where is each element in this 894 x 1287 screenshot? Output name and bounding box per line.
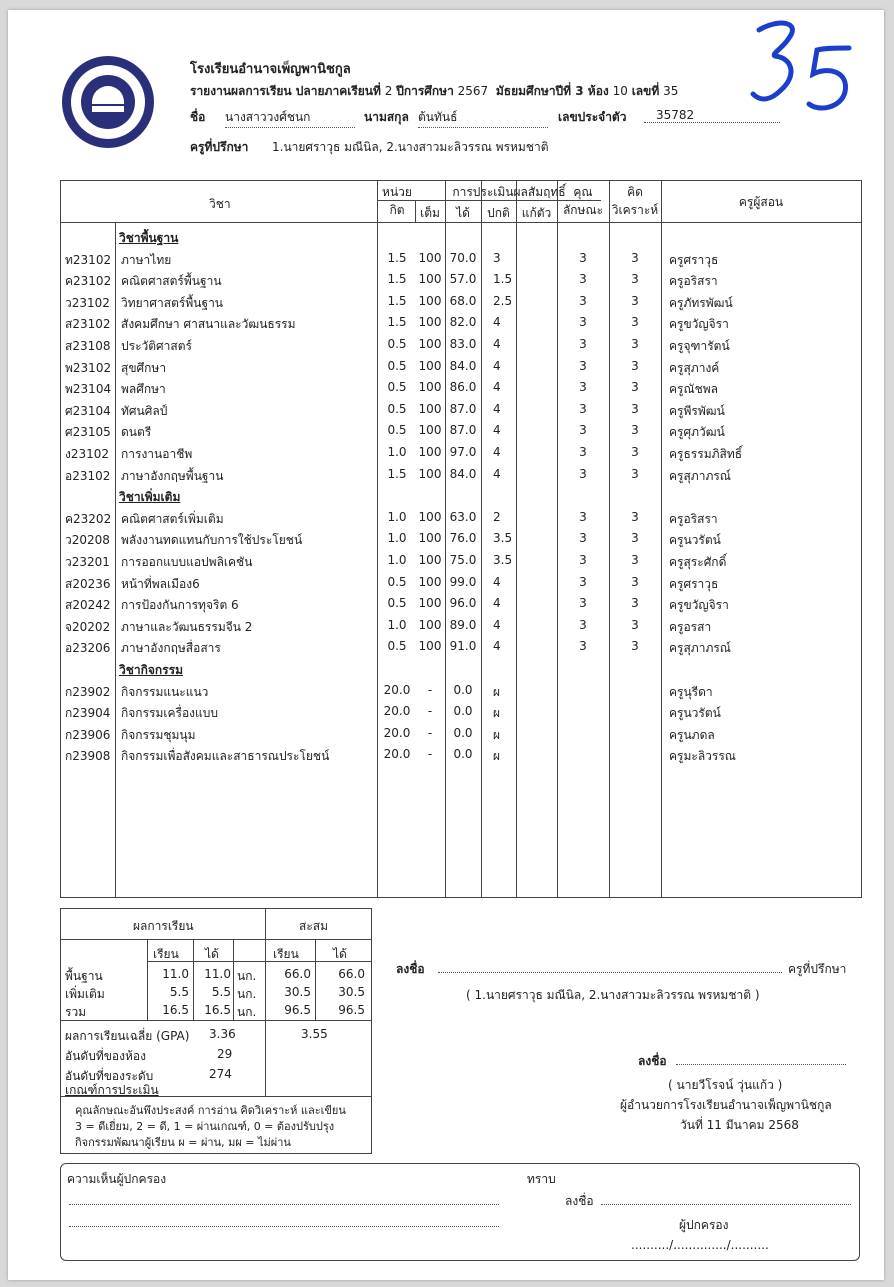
table-row xyxy=(61,572,861,594)
header-char: คุณ ลักษณะ xyxy=(562,185,604,217)
cell-teacher: ครูสุระศักดิ์ xyxy=(669,555,727,569)
cell-full: 100 xyxy=(418,358,442,373)
cell-grade: ผ xyxy=(493,684,501,699)
summary-cell-study: 5.5 xyxy=(169,985,189,999)
cell-full: 100 xyxy=(418,596,442,611)
cell-credit: 1.0 xyxy=(387,445,407,459)
summary-cell-got: 5.5 xyxy=(211,985,231,999)
cell-think: 3 xyxy=(631,293,639,308)
cell-teacher: ครูสุภางค์ xyxy=(669,360,720,375)
cell-got: 0.0 xyxy=(453,682,473,697)
cell-grade: 2 xyxy=(493,509,501,524)
advisor-label: ครูที่ปรึกษา xyxy=(190,140,249,154)
cell-name: การป้องกันการทุจริต 6 xyxy=(121,598,239,613)
cell-credit: 20.0 xyxy=(383,682,411,697)
cell-credit: 20.0 xyxy=(383,704,411,719)
director-role: ผู้อำนวยการโรงเรียนอำนาจเพ็ญพานิชกูล xyxy=(620,1098,832,1112)
cell-credit: 1.5 xyxy=(387,466,407,481)
cell-credit: 1.0 xyxy=(387,509,407,524)
cell-name: กิจกรรมเครื่องแบบ xyxy=(121,706,218,721)
table-row xyxy=(61,507,861,529)
advisor-role: ครูที่ปรึกษา xyxy=(788,962,847,976)
table-row xyxy=(61,615,861,637)
table-row xyxy=(61,442,861,464)
cell-think: 3 xyxy=(631,337,639,351)
cell-name: ประวัติศาสตร์ xyxy=(121,339,192,353)
advisor-names: 1.นายศราวุธ มณีนิล, 2.นางสาวมะลิวรรณ พรหมชาติ xyxy=(272,140,549,154)
cell-got: 87.0 xyxy=(449,401,477,416)
cell-think: 3 xyxy=(631,401,639,416)
cell-full: 100 xyxy=(418,466,442,481)
cell-code: ส23108 xyxy=(65,339,111,353)
cell-grade: 4 xyxy=(493,639,501,654)
director-name: ( นายวีโรจน์ วุ่นแก้ว ) xyxy=(668,1078,783,1092)
cell-teacher: ครูนวรัตน์ xyxy=(669,533,721,548)
header-normal: ปกติ xyxy=(487,206,510,220)
id-label: เลขประจำตัว xyxy=(558,110,627,124)
cell-credit: 0.5 xyxy=(387,423,407,438)
cell-think: 3 xyxy=(631,272,639,287)
summary-cell-cum_got: 66.0 xyxy=(338,967,365,981)
cell-got: 91.0 xyxy=(449,639,477,654)
summary-cell-label: เพิ่มเติม xyxy=(65,987,105,1001)
cell-teacher: ครูสุภาภรณ์ xyxy=(669,468,731,483)
cell-full: 100 xyxy=(418,337,442,351)
cell-name: คณิตศาสตร์เพิ่มเติม xyxy=(121,511,224,526)
summary-cell-study: 11.0 xyxy=(162,967,189,981)
cell-teacher: ครูศราวุธ xyxy=(669,576,719,591)
student-name: นางสาววงศ์ชนก xyxy=(225,108,355,128)
room-rank-value: 29 xyxy=(217,1047,233,1061)
advisor-sign-line xyxy=(438,972,782,973)
cell-got: 96.0 xyxy=(449,596,477,611)
advisor-sign-names: ( 1.นายศราวุธ มณีนิล, 2.นางสาวมะลิวรรณ พรหมชาติ ) xyxy=(466,988,760,1002)
cell-char: 3 xyxy=(579,401,587,416)
criteria-line-2: 3 = ดีเยี่ยม, 2 = ดี, 1 = ผ่านเกณฑ์, 0 = ต้องปรับปรุง xyxy=(75,1120,335,1133)
cell-name: ทัศนศิลป์ xyxy=(121,403,168,418)
cell-char: 3 xyxy=(579,250,587,265)
cell-name: ภาษาและวัฒนธรรมจีน 2 xyxy=(121,619,253,634)
cell-got: 0.0 xyxy=(453,704,473,719)
cell-got: 99.0 xyxy=(449,574,477,589)
cell-got: 84.0 xyxy=(449,358,477,373)
cell-code: ก23906 xyxy=(65,727,111,742)
surname-label: นามสกุล xyxy=(364,110,409,124)
criteria-title: เกณฑ์การประเมิน xyxy=(65,1083,159,1097)
sign-date: วันที่ 11 มีนาคม 2568 xyxy=(680,1118,799,1132)
cell-think: 3 xyxy=(631,445,639,459)
cell-grade: 4 xyxy=(493,358,501,373)
cell-name: คณิตศาสตร์พื้นฐาน xyxy=(121,274,222,289)
cell-char: 3 xyxy=(579,337,587,351)
cell-name: พลังงานทดแทนกับการใช้ประโยชน์ xyxy=(121,533,303,548)
gpa-label: ผลการเรียนเฉลี่ย (GPA) xyxy=(65,1029,190,1043)
cell-code: ว23102 xyxy=(65,295,110,310)
summary-cell-cum_got: 96.5 xyxy=(338,1003,365,1017)
student-id: 35782 xyxy=(644,108,780,123)
cell-got: 70.0 xyxy=(449,250,477,265)
table-row xyxy=(61,550,861,572)
cum-study-label: เรียน xyxy=(273,947,299,961)
cell-grade: ผ xyxy=(493,749,501,764)
table-row xyxy=(61,464,861,486)
cell-credit: 0.5 xyxy=(387,380,407,395)
cell-name: สุขศึกษา xyxy=(121,360,167,375)
cell-got: 0.0 xyxy=(453,747,473,762)
cell-name: การงานอาชีพ xyxy=(121,447,193,461)
comment-line-2[interactable] xyxy=(69,1226,499,1227)
cell-full: 100 xyxy=(418,423,442,438)
cell-teacher: ครูธรรมภิสิทธิ์ xyxy=(669,447,743,461)
cell-full: 100 xyxy=(418,531,442,546)
cell-full: 100 xyxy=(418,509,442,524)
cell-name: กิจกรรมชุมนุม xyxy=(121,727,196,742)
cell-got: 76.0 xyxy=(449,531,477,546)
table-row xyxy=(61,269,861,291)
cell-char: 3 xyxy=(579,445,587,459)
cell-code: ก23902 xyxy=(65,684,111,699)
header-credit: หน่วย กิต xyxy=(382,185,412,217)
cell-teacher: ครูนุรีดา xyxy=(669,684,713,699)
cell-name: การออกแบบแอปพลิเคชัน xyxy=(121,555,253,569)
cell-teacher: ครูศราวุธ xyxy=(669,252,719,267)
table-row xyxy=(61,636,861,658)
cell-teacher: ครูอรสา xyxy=(669,619,712,634)
student-surname: ต้นทันธ์ xyxy=(418,108,548,128)
cell-name: วิทยาศาสตร์พื้นฐาน xyxy=(121,295,224,310)
section-heading xyxy=(61,226,861,248)
cell-full: - xyxy=(427,747,433,762)
cell-char: 3 xyxy=(579,509,587,524)
cell-teacher: ครูนวรัตน์ xyxy=(669,706,721,721)
cell-code: ว23201 xyxy=(65,555,110,569)
cell-credit: 1.0 xyxy=(387,553,407,567)
cell-got: 0.0 xyxy=(453,725,473,740)
cell-teacher: ครูจุฑารัตน์ xyxy=(669,339,730,353)
cell-full: 100 xyxy=(418,445,442,459)
cell-code: ส20236 xyxy=(65,576,111,591)
cell-name: ดนตรี xyxy=(121,425,152,440)
cell-code: ง23102 xyxy=(65,447,110,461)
cell-teacher: ครูนภดล xyxy=(669,727,715,742)
cell-char: 3 xyxy=(579,315,587,330)
cell-think: 3 xyxy=(631,315,639,330)
cell-got: 75.0 xyxy=(449,553,477,567)
cell-full: 100 xyxy=(418,315,442,330)
section-heading xyxy=(61,485,861,507)
cell-teacher: ครูมะลิวรรณ xyxy=(669,749,736,764)
summary-cell-cum_got: 30.5 xyxy=(338,985,365,999)
cell-teacher: ครูภัทรพัฒน์ xyxy=(669,295,733,310)
parent-role: ผู้ปกครอง xyxy=(679,1218,729,1232)
summary-cell-label: รวม xyxy=(65,1005,87,1019)
summary-cell-unit: นก. xyxy=(237,987,257,1001)
cell-think: 3 xyxy=(631,380,639,395)
report-line: รายงานผลการเรียน ปลายภาคเรียนที่ 2 ปีการศึกษา 2567 มัธยมศึกษาปีที่ 3 ห้อง 10 เลขที่ 35 xyxy=(190,84,679,98)
cell-think: 3 xyxy=(631,358,639,373)
cell-char: 3 xyxy=(579,466,587,481)
summary-cell-got: 16.5 xyxy=(204,1003,231,1017)
cell-grade: 4 xyxy=(493,423,501,438)
cell-char: 3 xyxy=(579,380,587,395)
header-full: เต็ม xyxy=(420,206,440,220)
table-row xyxy=(61,528,861,550)
cum-got-label: ได้ xyxy=(333,947,347,961)
parent-sign-label: ลงชื่อ xyxy=(565,1194,594,1208)
table-row xyxy=(61,334,861,356)
cell-code: อ23206 xyxy=(65,641,111,656)
table-row xyxy=(61,291,861,313)
cell-code: พ23104 xyxy=(65,382,112,397)
advisor-sign-label: ลงชื่อ xyxy=(396,962,425,976)
cell-grade: ผ xyxy=(493,727,501,742)
cell-think: 3 xyxy=(631,596,639,611)
cell-full: 100 xyxy=(418,272,442,287)
cell-got: 82.0 xyxy=(449,315,477,330)
cell-code: ค23102 xyxy=(65,274,112,289)
cell-got: 68.0 xyxy=(449,293,477,308)
cell-grade: 3.5 xyxy=(493,553,513,567)
table-row xyxy=(61,680,861,702)
cell-code: ศ23104 xyxy=(65,403,111,418)
cell-full: - xyxy=(427,725,433,740)
cell-grade: 4 xyxy=(493,315,501,330)
cell-code: ท23102 xyxy=(65,252,112,267)
cell-full: 100 xyxy=(418,617,442,632)
cell-credit: 0.5 xyxy=(387,358,407,373)
cell-teacher: ครูพีรพัฒน์ xyxy=(669,403,725,418)
cell-credit: 0.5 xyxy=(387,639,407,654)
cell-code: ค23202 xyxy=(65,511,112,526)
cell-got: 86.0 xyxy=(449,380,477,395)
cell-name: ภาษาไทย xyxy=(121,252,172,267)
cell-full: 100 xyxy=(418,380,442,395)
level-rank-value: 274 xyxy=(209,1067,232,1081)
cell-credit: 1.0 xyxy=(387,531,407,546)
cell-think: 3 xyxy=(631,466,639,481)
cell-char: 3 xyxy=(579,293,587,308)
cell-got: 83.0 xyxy=(449,337,477,351)
cell-char: 3 xyxy=(579,423,587,438)
grades-table xyxy=(60,180,862,898)
cell-grade: 4 xyxy=(493,617,501,632)
header-fixed: แก้ตัว xyxy=(521,206,552,220)
cell-char: 3 xyxy=(579,553,587,567)
cell-grade: 4 xyxy=(493,574,501,589)
cell-teacher: ครูขวัญจิรา xyxy=(669,317,729,332)
cell-think: 3 xyxy=(631,574,639,589)
section-title: วิชาพื้นฐาน xyxy=(119,231,179,245)
cell-name: พลศึกษา xyxy=(121,382,166,397)
cell-code: จ20202 xyxy=(65,619,111,634)
cum-gpa-value: 3.55 xyxy=(301,1027,328,1041)
cell-credit: 0.5 xyxy=(387,401,407,416)
summary-cell-label: พื้นฐาน xyxy=(65,969,103,983)
cell-think: 3 xyxy=(631,617,639,632)
cell-think: 3 xyxy=(631,250,639,265)
section-heading xyxy=(61,658,861,680)
summary-cell-cum_study: 66.0 xyxy=(284,967,311,981)
summary-box xyxy=(60,908,372,1154)
cell-full: 100 xyxy=(418,574,442,589)
cell-name: ภาษาอังกฤษพื้นฐาน xyxy=(121,468,224,483)
summary-cell-cum_study: 30.5 xyxy=(284,985,311,999)
cell-grade: 2.5 xyxy=(493,293,513,308)
cell-char: 3 xyxy=(579,639,587,654)
table-row xyxy=(61,723,861,745)
cell-credit: 1.5 xyxy=(387,250,407,265)
table-row xyxy=(61,593,861,615)
table-row xyxy=(61,248,861,270)
cell-got: 87.0 xyxy=(449,423,477,438)
criteria-line-3: กิจกรรมพัฒนาผู้เรียน ผ = ผ่าน, มผ = ไม่ผ่าน xyxy=(75,1136,291,1149)
cell-got: 57.0 xyxy=(449,272,477,287)
cell-got: 97.0 xyxy=(449,445,477,459)
cell-teacher: ครูสุภาภรณ์ xyxy=(669,641,731,656)
cell-think: 3 xyxy=(631,509,639,524)
cell-full: - xyxy=(427,682,433,697)
cell-code: ส23102 xyxy=(65,317,111,332)
parent-comment-box xyxy=(60,1163,860,1261)
cell-char: 3 xyxy=(579,617,587,632)
header-eval: การประเมินผลสัมฤทธิ์ xyxy=(452,185,566,199)
cumulative-label: สะสม xyxy=(299,919,329,933)
gpa-value: 3.36 xyxy=(209,1027,236,1041)
cell-think: 3 xyxy=(631,639,639,654)
cell-grade: 3 xyxy=(493,250,501,265)
cell-full: 100 xyxy=(418,250,442,265)
cell-think: 3 xyxy=(631,531,639,546)
cell-name: สังคมศึกษา ศาสนาและวัฒนธรรม xyxy=(121,317,296,332)
cell-name: ภาษาอังกฤษสื่อสาร xyxy=(121,641,221,656)
criteria-line-1: คุณลักษณะอันพึงประสงค์ การอ่าน คิดวิเคราะห์ และเขียน xyxy=(75,1104,346,1117)
room-rank-label: อันดับที่ของห้อง xyxy=(65,1049,146,1063)
table-row xyxy=(61,701,861,723)
study-label: เรียน xyxy=(153,947,179,961)
cell-credit: 1.5 xyxy=(387,315,407,330)
cell-credit: 1.5 xyxy=(387,293,407,308)
cell-char: 3 xyxy=(579,574,587,589)
cell-grade: 3.5 xyxy=(493,531,513,546)
cell-code: ส20242 xyxy=(65,598,111,613)
header-got: ได้ xyxy=(456,206,470,220)
header-subject: วิชา xyxy=(209,197,231,211)
level-rank-label: อันดับที่ของระดับ xyxy=(65,1069,154,1083)
table-row xyxy=(61,312,861,334)
table-row xyxy=(61,377,861,399)
cell-credit: 0.5 xyxy=(387,337,407,351)
cell-code: ก23908 xyxy=(65,749,111,764)
comment-line-1[interactable] xyxy=(69,1204,499,1205)
results-label: ผลการเรียน xyxy=(133,919,194,933)
cell-credit: 1.5 xyxy=(387,272,407,287)
handwritten-number xyxy=(745,18,860,118)
cell-got: 84.0 xyxy=(449,466,477,481)
cell-name: กิจกรรมเพื่อสังคมและสาธารณประโยชน์ xyxy=(121,749,330,764)
cell-char: 3 xyxy=(579,358,587,373)
cell-full: 100 xyxy=(418,401,442,416)
header-think: คิด วิเคราะห์ xyxy=(611,185,659,217)
parent-sign-line[interactable] xyxy=(601,1204,851,1205)
school-name: โรงเรียนอำนาจเพ็ญพานิชกูล xyxy=(190,62,351,77)
ack-label: ทราบ xyxy=(527,1172,556,1186)
cell-credit: 0.5 xyxy=(387,574,407,589)
cell-char: 3 xyxy=(579,531,587,546)
parent-comment-label: ความเห็นผู้ปกครอง xyxy=(67,1172,167,1186)
cell-think: 3 xyxy=(631,553,639,567)
cell-teacher: ครูอริสรา xyxy=(669,274,718,289)
table-row xyxy=(61,744,861,766)
cell-teacher: ครูขวัญจิรา xyxy=(669,598,729,613)
name-label: ชื่อ xyxy=(190,110,206,124)
cell-credit: 0.5 xyxy=(387,596,407,611)
cell-full: 100 xyxy=(418,639,442,654)
cell-char: 3 xyxy=(579,272,587,287)
cell-grade: 4 xyxy=(493,596,501,611)
summary-cell-unit: นก. xyxy=(237,969,257,983)
cell-teacher: ครูณัชพล xyxy=(669,382,719,397)
director-sign-label: ลงชื่อ xyxy=(638,1054,667,1068)
cell-code: พ23102 xyxy=(65,360,112,375)
got-label: ได้ xyxy=(205,947,219,961)
table-row xyxy=(61,420,861,442)
cell-char: 3 xyxy=(579,596,587,611)
cell-full: 100 xyxy=(418,293,442,308)
cell-full: 100 xyxy=(418,553,442,567)
table-row xyxy=(61,399,861,421)
cell-grade: ผ xyxy=(493,706,501,721)
cell-credit: 20.0 xyxy=(383,725,411,740)
director-sign-line xyxy=(676,1064,846,1065)
cell-name: หน้าที่พลเมือง6 xyxy=(121,576,200,591)
cell-grade: 4 xyxy=(493,380,501,395)
cell-full: - xyxy=(427,704,433,719)
summary-cell-unit: นก. xyxy=(237,1005,257,1019)
cell-got: 63.0 xyxy=(449,509,477,524)
cell-grade: 4 xyxy=(493,445,501,459)
summary-cell-study: 16.5 xyxy=(162,1003,189,1017)
cell-code: ว20208 xyxy=(65,533,110,548)
cell-grade: 4 xyxy=(493,337,501,351)
cell-got: 89.0 xyxy=(449,617,477,632)
cell-credit: 20.0 xyxy=(383,747,411,762)
cell-grade: 4 xyxy=(493,466,501,481)
cell-code: อ23102 xyxy=(65,468,111,483)
summary-cell-cum_study: 96.5 xyxy=(284,1003,311,1017)
header-teacher: ครูผู้สอน xyxy=(738,195,784,209)
parent-date-line[interactable]: ........../............../.......... xyxy=(631,1238,769,1252)
cell-credit: 1.0 xyxy=(387,617,407,632)
cell-think: 3 xyxy=(631,423,639,438)
table-row xyxy=(61,356,861,378)
cell-name: กิจกรรมแนะแนว xyxy=(121,684,209,699)
cell-code: ก23904 xyxy=(65,706,111,721)
section-title: วิชากิจกรรม xyxy=(119,663,183,677)
section-title: วิชาเพิ่มเติม xyxy=(119,490,181,505)
school-logo xyxy=(62,56,154,148)
summary-cell-got: 11.0 xyxy=(204,967,231,981)
cell-teacher: ครูศุภวัฒน์ xyxy=(669,425,725,440)
cell-grade: 4 xyxy=(493,401,501,416)
cell-code: ศ23105 xyxy=(65,425,111,440)
cell-teacher: ครูอริสรา xyxy=(669,511,718,526)
cell-grade: 1.5 xyxy=(493,272,513,287)
